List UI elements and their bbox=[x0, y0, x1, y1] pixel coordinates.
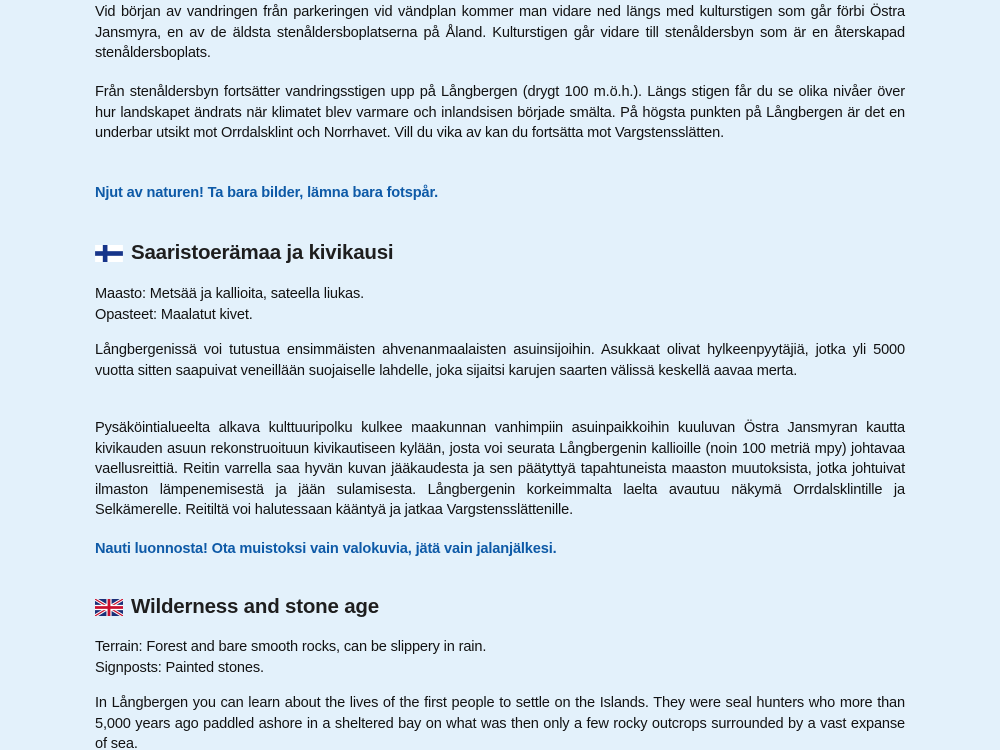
finnish-terrain: Maasto: Metsää ja kallioita, sateella liukas. bbox=[95, 286, 365, 302]
finland-flag-icon bbox=[95, 245, 123, 262]
swedish-paragraph-1: Vid början av vandringen från parkeringen vid vändplan kommer man vidare ned längs med kulturstigen som går förbi Östra Jansmyra, en av de äldsta stenåldersboplatserna på Åland. Kulturstigen går vidare till stenåldersbyn som är en återskapad stenåldersboplats. bbox=[95, 4, 905, 61]
english-info bbox=[95, 637, 905, 678]
english-heading-text: Wilderness and stone age bbox=[131, 595, 379, 618]
united-kingdom-flag-icon bbox=[95, 599, 123, 616]
finnish-section-heading bbox=[95, 240, 393, 266]
english-signposts: Signposts: Painted stones. bbox=[95, 659, 264, 676]
swedish-slogan: Njut av naturen! Ta bara bilder, lämna bara fotspår. bbox=[95, 185, 439, 201]
english-section-heading bbox=[95, 594, 379, 620]
finnish-signposts: Opasteet: Maalatut kivet. bbox=[95, 306, 253, 323]
finnish-info bbox=[95, 284, 905, 325]
english-paragraph-1: In Långbergen you can learn about the lives of the first people to settle on the Islands. They were seal hunters who more than 5,000 years ago paddled ashore in a sheltered bay on what was then only a few rocky outcrops surrounded by a vast expanse of sea. bbox=[95, 695, 905, 750]
finnish-paragraph-1: Långbergenissä voi tutustua ensimmäisten ahvenanmaalaisten asuinsijoihin. Asukkaat olivat hylkeenpyytäjiä, jotka yli 5000 vuotta sitten saapuivat veneillään suojaiselle lahdelle, joka sijaitsi karujen saarten välissä keskellä aavaa merta. bbox=[95, 342, 905, 379]
swedish-paragraph-2: Från stenåldersbyn fortsätter vandringsstigen upp på Långbergen (drygt 100 m.ö.h.). Längs stigen får du se olika nivåer över hur landskapet ändrats när klimatet blev varmare och inlandsisen började smälta. På högsta punkten på Långbergen är det en underbar utsikt mot Orrdalsklint och Norrhavet. Vill du vika av kan du fortsätta mot Vargstensslätten. bbox=[95, 84, 905, 141]
english-terrain: Terrain: Forest and bare smooth rocks, can be slippery in rain. bbox=[95, 639, 487, 655]
finnish-paragraph-2: Pysäköintialueelta alkava kulttuuripolku kulkee maakunnan vanhimpiin asuinpaikkoihin kuuluvan Östra Jansmyran kautta kivikauden asuun rekonstruoituun kivikautiseen kylään, josta voi seurata Långbergenin kallioille (noin 100 metriä mpy) johtavaa vaellusreittiä. Reitin varrella saa hyvän kuvan jääkaudesta ja sen päätyttyä tapahtuneista maaston muutoksista, jotka johtuivat ilmaston lämpenemisestä ja jään sulamisesta. Långbergenin korkeimmalta laelta avautuu näkymä Orrdalsklintille ja Selkämerelle. Reitiltä voi halutessaan kääntyä ja jatkaa Vargstensslättenille. bbox=[95, 420, 905, 518]
finnish-heading-text: Saaristoerämaa ja kivikausi bbox=[131, 241, 394, 264]
finnish-slogan: Nauti luonnosta! Ota muistoksi vain valokuvia, jätä vain jalanjälkesi. bbox=[95, 541, 557, 557]
